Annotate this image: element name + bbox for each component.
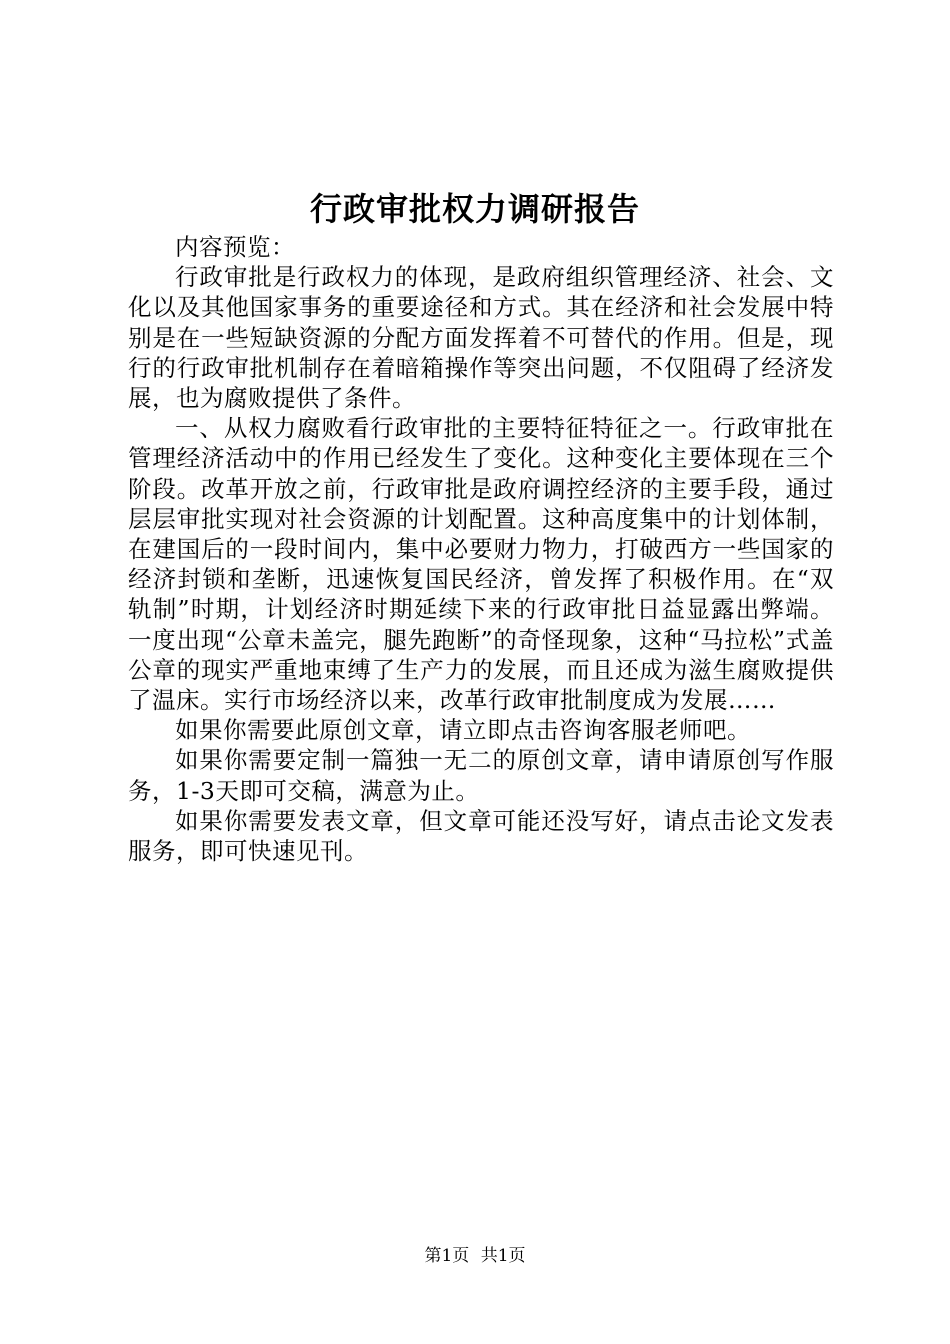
page-footer [0,1244,950,1268]
section-one-paragraph: 一、从权力腐败看行政审批的主要特征特征之一。行政审批在管理经济活动中的作用已经发生了变化。这种变化主要体现在三个阶段。改革开放之前，行政审批是政府调控经济的主要手段，通过层层审批实现对社会资源的计划配置。这种高度集中的计划体制，在建国后的一段时间内，集中必要财力物力，打破西方一些国家的经济封锁和垄断，迅速恢复国民经济，曾发挥了积极作用。在“双轨制”时期，计划经济时期延续下来的行政审批日益显露出弊端。一度出现“公章未盖完，腿先跑断”的奇怪现象，这种“马拉松”式盖公章的现实严重地束缚了生产力的发展，而且还成为滋生腐败提供了温床。实行市场经济以来，改革行政审批制度成为发展…… [128,414,834,715]
page-total: 共1页 [480,1246,526,1266]
page-number: 第1页 [424,1246,470,1266]
consult-service-paragraph: 如果你需要此原创文章，请立即点击咨询客服老师吧。 [175,716,751,745]
publishing-service-paragraph: 如果你需要发表文章，但文章可能还没写好，请点击论文发表服务，即可快速见刊。 [128,806,834,866]
intro-paragraph: 行政审批是行政权力的体现，是政府组织管理经济、社会、文化以及其他国家事务的重要途径和方式。其在经济和社会发展中特别是在一些短缺资源的分配方面发挥着不可替代的作用。但是，现行的行政审批机制存在着暗箱操作等突出问题，不仅阻碍了经济发展，也为腐败提供了条件。 [128,263,834,413]
custom-writing-paragraph: 如果你需要定制一篇独一无二的原创文章，请申请原创写作服务，1-3天即可交稿，满意为止。 [128,746,834,805]
document-body [128,232,834,866]
document-title: 行政审批权力调研报告 [309,190,640,228]
preview-label: 内容预览： [175,233,295,261]
